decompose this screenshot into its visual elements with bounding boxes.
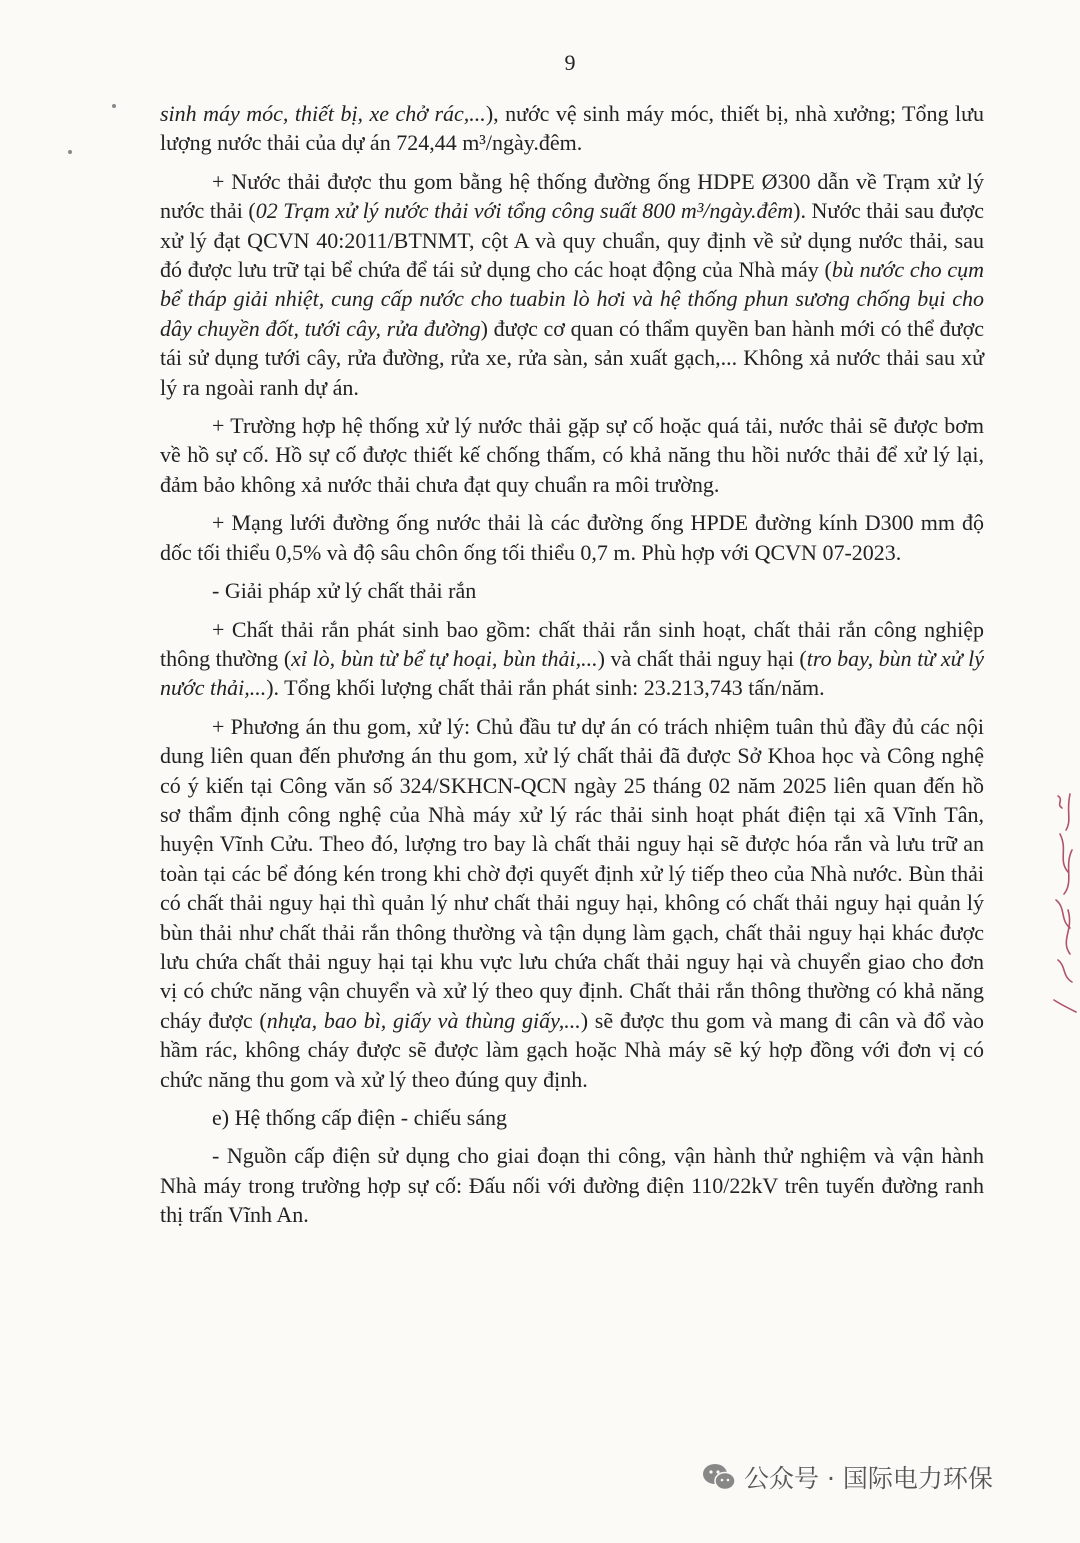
text-run: - Nguồn cấp điện sử dụng cho giai đoạn thi công, vận hành thử nghiệm và vận hành Nhà máy trong trường hợp sự cố: Đấu nối với đường điện 110/22kV trên tuyến đường ranh thị trấn Vĩnh An.: [160, 1143, 984, 1228]
italic-text: tro bay, bùn từ xử lý nước thải,...: [160, 645, 984, 701]
text-run: + Nước thải được thu gom bằng hệ thống đường ống HDPE Ø300 dẫn về Trạm xử lý nước thải (: [160, 168, 984, 224]
text-run: + Phương án thu gom, xử lý: Chủ đầu tư dự án có trách nhiệm tuân thủ đầy đủ các nội dung liên quan đến phương án thu gom, xử lý chất thải đã được Sở Khoa học và Công nghệ có ý kiến tại Công văn số 324/SKHCN-QCN ngày 25 tháng 02 năm 2025 liên quan đến hồ sơ thẩm định công nghệ của Nhà máy xử lý rác thải sinh hoạt phát điện tại xã Vĩnh Tân, huyện Vĩnh Cửu. Theo đó, lượng tro bay là chất thải nguy hại sẽ được hóa rắn và lưu trữ an toàn tại các bể đóng kén trong khi chờ đợi quyết định xử lý tiếp theo của Nhà nước. Bùn thải có chất thải nguy hại thì quản lý như chất thải nguy hại, không có chất thải nguy hại quản lý bùn thải như chất thải rắn thông thường và tận dụng làm gạch, chất thải nguy hại khác được lưu chứa chất thải nguy hại tại khu vực lưu chứa chất thải nguy hại và chuyển giao cho đơn vị có chức năng vận chuyển và xử lý theo quy định. Chất thải rắn thông thường có khả năng cháy được (: [160, 713, 984, 1033]
paragraph: [160, 615, 984, 703]
text-run: ). Nước thải sau được xử lý đạt QCVN 40:2011/BTNMT, cột A và quy chuẩn, quy định về sử dụng nước thải, sau đó được lưu trữ tại bể chứa để tái sử dụng cho các hoạt động của Nhà máy (: [160, 198, 985, 283]
text-run: - Giải pháp xử lý chất thải rắn: [212, 578, 477, 604]
text-run: + Mạng lưới đường ống nước thải là các đường ống HPDE đường kính D300 mm độ dốc tối thiểu 0,5% và độ sâu chôn ống tối thiểu 0,7 m. Phù hợp với QCVN 07-2023.: [160, 510, 984, 565]
page-number: 9: [564, 50, 576, 75]
margin-signature: [1050, 790, 1078, 1020]
paragraph: [160, 712, 984, 1094]
paragraph: [160, 1103, 984, 1132]
text-run: ) được cơ quan có thẩm quyền ban hành mới có thể được tái sử dụng tưới cây, rửa đường, rửa xe, rửa sàn, sản xuất gạch,... Không xả nước thải sau xử lý ra ngoài ranh dự án.: [160, 315, 984, 400]
wechat-icon: [702, 1462, 736, 1492]
text-run: ), nước vệ sinh máy móc, thiết bị, nhà xưởng; Tổng lưu lượng nước thải của dự án 724,44 m³/ngày.đêm.: [160, 101, 984, 156]
italic-text: xỉ lò, bùn từ bể tự hoại, bùn thải,...: [291, 645, 598, 671]
text-run: + Chất thải rắn phát sinh bao gồm: chất thải rắn sinh hoạt, chất thải rắn công nghiệp thông thường (: [160, 616, 984, 671]
paragraph: [160, 99, 984, 158]
text-run: ) và chất thải nguy hại (: [597, 645, 807, 671]
paragraph: [160, 411, 984, 499]
italic-text: nhựa, bao bì, giấy và thùng giấy,...: [266, 1007, 581, 1033]
paragraph: [160, 1141, 984, 1229]
scan-speck: [112, 104, 116, 108]
text-run: + Trường hợp hệ thống xử lý nước thải gặp sự cố hoặc quá tải, nước thải sẽ được bơm về hồ sự cố. Hồ sự cố được thiết kế chống thấm, có khả năng thu hồi nước thải để xử lý lại, đảm bảo không xả nước thải chưa đạt quy chuẩn ra môi trường.: [160, 413, 984, 497]
text-run: ). Tổng khối lượng chất thải rắn phát sinh: 23.213,743 tấn/năm.: [266, 675, 825, 701]
paragraph: [160, 508, 984, 567]
paragraph: [160, 576, 984, 605]
italic-text: 02 Trạm xử lý nước thải với tổng công suất 800 m³/ngày.đêm: [255, 198, 794, 224]
watermark: [702, 1457, 993, 1497]
scan-speck: [68, 150, 72, 154]
text-run: e) Hệ thống cấp điện - chiếu sáng: [212, 1105, 508, 1130]
paragraph: [160, 167, 984, 402]
watermark-text: 公众号 · 国际电力环保: [744, 1464, 993, 1493]
italic-text: bù nước cho cụm bể tháp giải nhiệt, cung cấp nước cho tuabin lò hơi và hệ thống phun sương chống bụi cho dây chuyền đốt, tưới cây, rửa đường: [160, 257, 984, 341]
text-run: ) sẽ được thu gom và mang đi cân và đổ vào hầm rác, không cháy được sẽ được làm gạch hoặc Nhà máy sẽ ký hợp đồng với đơn vị có chức năng thu gom và xử lý theo đúng quy định.: [160, 1007, 985, 1092]
italic-text: sinh máy móc, thiết bị, xe chở rác,...: [160, 101, 486, 126]
document-body: [160, 99, 984, 1239]
